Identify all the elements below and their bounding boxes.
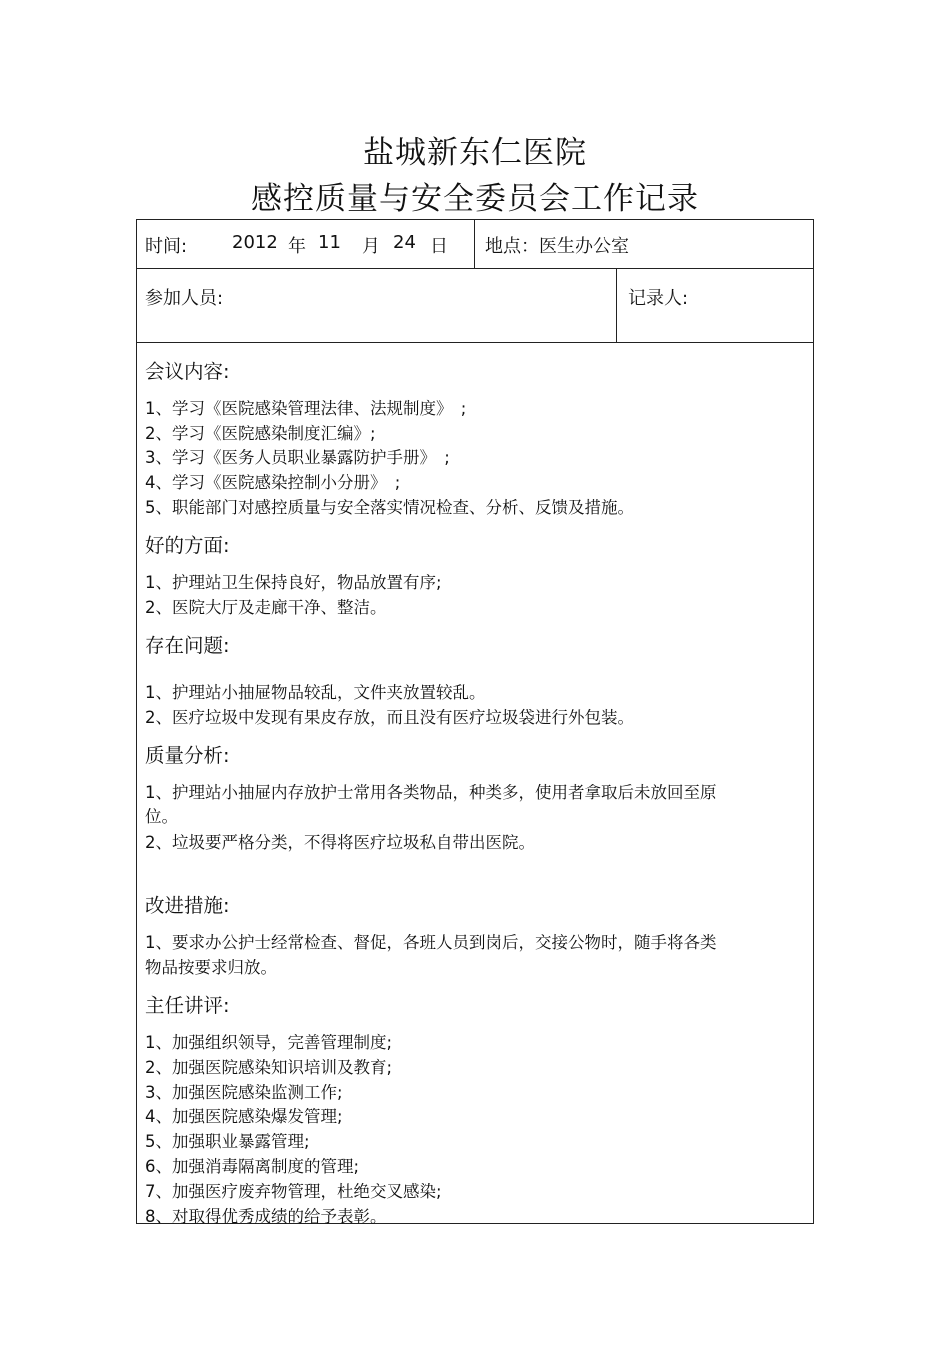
- analysis-item: 2、垃圾要严格分类，不得将医疗垃圾私自带出医院。: [145, 833, 535, 852]
- director-item: 7、加强医疗废弃物管理，杜绝交叉感染;: [145, 1182, 442, 1201]
- analysis-heading: 质量分析:: [145, 744, 230, 767]
- content-item: 3、学习《医务人员职业暴露防护手册》 ;: [145, 448, 450, 467]
- director-item: 2、加强医院感染知识培训及教育;: [145, 1058, 393, 1077]
- improve-heading: 改进措施:: [145, 894, 230, 917]
- content-item: 2、学习《医院感染制度汇编》;: [145, 424, 376, 443]
- time-year: 2012: [232, 232, 278, 253]
- location: 地点：医生办公室: [485, 236, 629, 257]
- good-item: 1、护理站卫生保持良好，物品放置有序;: [145, 573, 442, 592]
- problems-item: 1、护理站小抽屉物品较乱，文件夹放置较乱。: [145, 683, 486, 702]
- content-item: 1、学习《医院感染管理法律、法规制度》 ;: [145, 399, 467, 418]
- director-item: 5、加强职业暴露管理;: [145, 1132, 310, 1151]
- improve-item: 1、要求办公护士经常检查、督促，各班人员到岗后，交接公物时，随手将各类: [145, 933, 717, 952]
- time-label: 时间:: [145, 236, 188, 257]
- recorder-label: 记录人:: [628, 288, 689, 309]
- content-item: 5、职能部门对感控质量与安全落实情况检查、分析、反馈及措施。: [145, 498, 634, 517]
- director-item: 3、加强医院感染监测工作;: [145, 1083, 343, 1102]
- row-divider-1: [136, 268, 814, 269]
- col-divider-1: [474, 219, 475, 269]
- problems-item: 2、医疗垃圾中发现有果皮存放，而且没有医疗垃圾袋进行外包装。: [145, 708, 634, 727]
- analysis-item: 1、护理站小抽屉内存放护士常用各类物品，种类多，使用者拿取后未放回至原: [145, 783, 717, 802]
- record-title: 感控质量与安全委员会工作记录: [251, 181, 699, 217]
- time-day-unit: 日: [430, 236, 448, 257]
- good-heading: 好的方面:: [145, 534, 230, 557]
- content-heading: 会议内容:: [145, 360, 230, 383]
- analysis-item: 位。: [145, 807, 178, 826]
- good-item: 2、医院大厅及走廊干净、整洁。: [145, 598, 387, 617]
- time-month: 11: [318, 232, 341, 253]
- time-day: 24: [393, 232, 416, 253]
- problems-heading: 存在问题:: [145, 634, 230, 657]
- hospital-name: 盐城新东仁医院: [363, 135, 587, 171]
- time-year-unit: 年: [288, 236, 306, 257]
- director-item: 1、加强组织领导，完善管理制度;: [145, 1033, 393, 1052]
- director-item: 8、对取得优秀成绩的给予表彰。: [145, 1207, 387, 1226]
- director-item: 4、加强医院感染爆发管理;: [145, 1107, 343, 1126]
- director-item: 6、加强消毒隔离制度的管理;: [145, 1157, 360, 1176]
- content-item: 4、学习《医院感染控制小分册》 ;: [145, 473, 401, 492]
- director-heading: 主任讲评:: [145, 994, 230, 1017]
- row-divider-2: [136, 342, 814, 343]
- time-month-unit: 月: [362, 236, 380, 257]
- improve-item: 物品按要求归放。: [145, 958, 277, 977]
- col-divider-2: [616, 268, 617, 343]
- participants-label: 参加人员:: [145, 288, 224, 309]
